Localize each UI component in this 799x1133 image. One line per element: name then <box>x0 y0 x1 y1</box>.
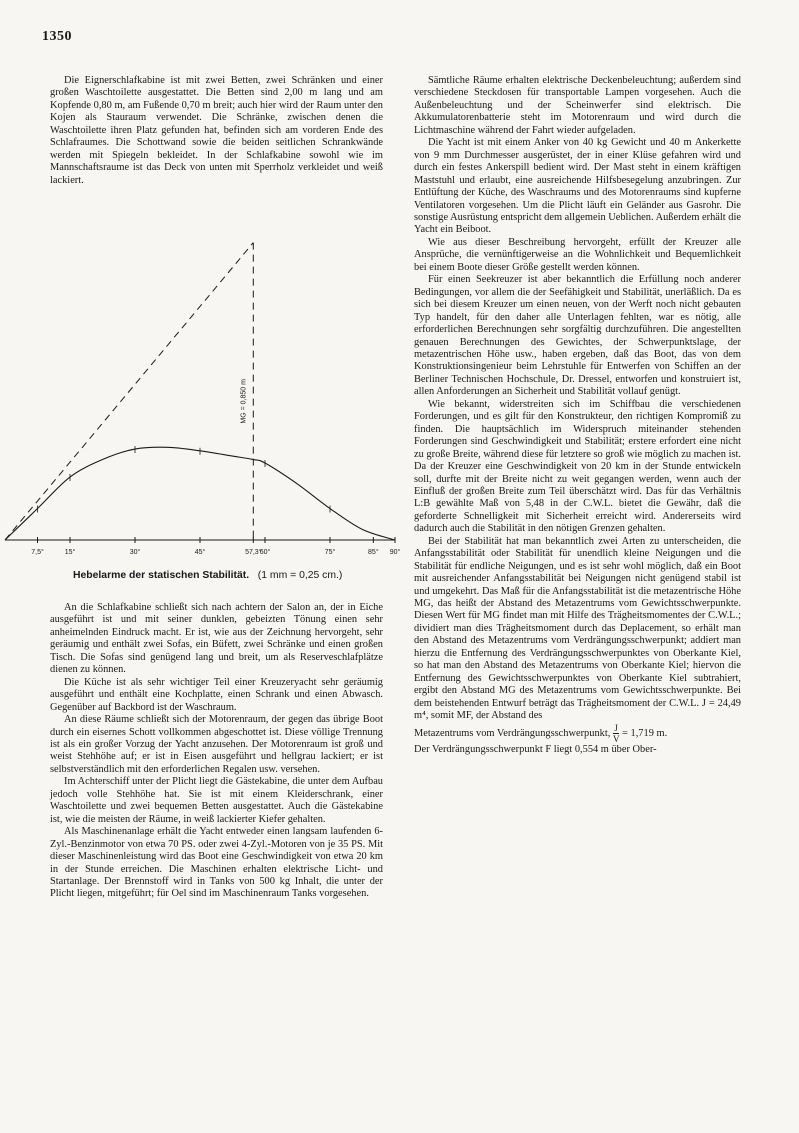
figure-caption <box>73 570 342 581</box>
x-tick-label: 15° <box>64 549 76 556</box>
paragraph: Wie aus dieser Beschreibung hervorgeht, erfüllt der Kreuzer alle Ansprüche, die vernünftigerweise an die Wohnlichkeit und Bequemlichkeit bei einem Boote dieser Größe gestellt werden können. <box>414 236 741 273</box>
paragraph: An diese Räume schließt sich der Motorenraum, der gegen das übrige Boot durch ein eisernes Schott vollkommen abgeschottet ist. Diese völlige Trennung ist als ein großer Vorzug der Yacht anzusehen. Der Motorenraum ist groß und weist Stehhöhe auf; er ist in Eisen ausgeführt und hellgrau lackiert; er ist selbstverständlich mit den erforderlichen Regalen usw. versehen. <box>50 714 383 775</box>
left-column-top <box>50 75 383 187</box>
x-tick-label: 7,5° <box>31 549 44 556</box>
paragraph: Die Yacht ist mit einem Anker von 40 kg Gewicht und 40 m Ankerkette von 9 mm Durchmesser ausgerüstet, der in einer Klüse gefahren wird und durch ein festes Ankerspill bedient wird. Der Mast steht in einem kräftigen Maststuhl und erlaubt, eine ausreichende Hilfsbesegelung anzubringen. Zur Entlüftung der Küche, des Waschraums und des Motorenraums sind kupferne Ventilatoren vorgesehen. Um die Plicht läuft ein Geländer aus Gasrohr. Die sonstige Ausrüstung entspricht dem allgemein Ueblichen. Außerdem erhält die Yacht ein Beiboot. <box>414 137 741 236</box>
paragraph: Die Eignerschlafkabine ist mit zwei Betten, zwei Schränken und einer großen Waschtoilette ausgestattet. Die Betten sind 2,00 m lang und am Kopfende 0,80 m, am Fußende 0,70 m breit; auch hier wird der Raum unter den Kojen als Stauraum verwendet. Die Schränke, zwischen denen die Waschtoilette ihren Platz gefunden hat, befinden sich am vorderen Ende des Schlafraumes. Die Schottwand sowie die beiden seitlichen Schrankwände werden mit Spiegeln bekleidet. In der Schlafkabine sowohl wie im Mannschaftsraume ist das Deck von unten mit Sperrholz verkleidet und weiß lackiert. <box>50 75 383 186</box>
right-column <box>414 75 741 756</box>
formula-value: = 1,719 m. <box>622 727 668 739</box>
x-tick-label: 57,3° <box>245 549 262 556</box>
formula-line <box>414 723 741 744</box>
x-tick-label: 30° <box>129 549 141 556</box>
formula-fraction <box>613 723 620 744</box>
stability-chart <box>0 225 400 565</box>
caption-scale: (1 mm = 0,25 cm.) <box>257 570 343 581</box>
paragraph: Sämtliche Räume erhalten elektrische Deckenbeleuchtung; außerdem sind verschiedene Steckdosen für transportable Lampen vorgesehen. Auch die Außenbeleuchtung und der Scheinwerfer sind elektrisch. Die Akkumulatorenbatterie steht im Motorenraum und wird durch die Lichtmaschine während der Fahrt wieder aufgeladen. <box>414 75 741 136</box>
formula-lead: Metazentrums vom Verdrängungsschwerpunkt, <box>414 727 611 739</box>
x-tick-label: 75° <box>324 549 336 556</box>
left-column-bottom <box>50 602 383 901</box>
metacentric-height-label: MG = 0,850 m <box>240 379 248 424</box>
tangent-line <box>5 243 253 540</box>
paragraph: Wie bekannt, widerstreiten sich im Schiffbau die verschiedenen Forderungen, und es gilt für den Konstrukteur, den richtigen Kompromiß zu finden. Die hauptsächlich im Widerspruch miteinander stehenden Forderungen sind Geschwindigkeit und Stabilität; erstere erfordert eine nicht zu große Breite, während diese für letztere so groß wie möglich zu machen ist. Da der Kreuzer eine Geschwindigkeit von 20 km in der Stunde entwickeln soll, durfte mit der Breite nicht zu weit gegangen werden, wenn auch der Einfluß der großen Breite zum Teil überschätzt wird. Das für das Verhältnis L:B gewählte Maß von 5,48 in der C.W.L. bietet die Gewähr, daß die geforderte Schnelligkeit mit Sicherheit erreicht wird. Andererseits wird dadurch auch die Stabilität in den nötigen Grenzen gehalten. <box>414 398 741 535</box>
page-number: 1350 <box>42 29 72 44</box>
paragraph: Im Achterschiff unter der Plicht liegt die Gästekabine, die unter dem Aufbau jedoch volle Stehhöhe hat. Sie ist mit einem Kleiderschrank, einer Waschtoilette und zwei bequemen Betten ausgestattet. Auch die Gästekabine ist, wie die meisten der Räume, in weiß lackierter Kiefer gehalten. <box>50 776 383 825</box>
formula-numerator: J <box>614 722 618 733</box>
last-line: Der Verdrängungsschwerpunkt F liegt 0,554 m über Ober- <box>414 743 657 755</box>
paragraph: Bei der Stabilität hat man bekanntlich zwei Arten zu unterscheiden, die Anfangsstabilität oder Stabilität für unendlich kleine Neigungen und die Stabilität für endliche Neigungen, und es ist sehr wohl möglich, daß ein Boot mit ausreichender Anfangsstabilität bei Neigungen nicht genügend stabil ist und umgekehrt. Das Maß für die Anfangsstabilität ist die metazentrische Höhe MG, das heißt der Abstand des Metazentrums vom Gewichtsschwerpunkte. Diesen Wert für MG findet man mit Hilfe des Trägheitsmomentes der C.W.L.; dividiert man dies Trägheitsmoment durch das Deplacement, so erhält man den Abstand des Metazentrums vom Verdrängungsschwerpunkt; addiert man hierzu die Entfernung des Verdrängungsschwerpunktes von Oberkante Kiel, so hat man den Abstand des Metazentrums von Oberkante Kiel; hiervon die Entfernung des Gewichtsschwerpunktes von Oberkante Kiel subtrahiert, ergibt den Abstand MG des Metazentrums vom Gewichtsschwerpunkte. Bei dem beistehenden Entwurf beträgt das Trägheitsmoment der C.W.L. J = 24,49 m⁴, somit MF, der Abstand des <box>414 535 741 722</box>
paragraph: Als Maschinenanlage erhält die Yacht entweder einen langsam laufenden 6-Zyl.-Benzinmotor von etwa 70 PS. oder zwei 4-Zyl.-Motoren von je 35 PS. Mit dieser Maschinenleistung wird das Boot eine Geschwindigkeit von etwa 20 km in der Stunde erreichen. Die Maschinen erhalten elektrische Licht- und Startanlage. Der Brennstoff wird in Tanks von 500 kg Inhalt, die unter der Plicht liegen, mitgeführt; für Oel sind im Maschinenraum Tanks vorgesehen. <box>50 826 383 900</box>
stability-curve <box>5 447 395 540</box>
paragraph: Die Küche ist als sehr wichtiger Teil einer Kreuzeryacht sehr geräumig ausgeführt und enthält eine Kochplatte, einen Schrank und einen Abwasch. Gegenüber auf Backbord ist der Waschraum. <box>50 676 383 713</box>
x-tick-label: 45° <box>194 549 206 556</box>
x-tick-label: 60° <box>259 549 271 556</box>
x-tick-label: 90° <box>389 549 400 556</box>
x-tick-label: 85° <box>368 549 379 556</box>
formula-denominator: V <box>612 733 620 744</box>
paragraph: Für einen Seekreuzer ist aber bekanntlich die Erfüllung noch anderer Bedingungen, vor allem die der Seefähigkeit und Stabilität, unerläßlich. Da es sich bei diesem Kreuzer um einen neuen, von der Werft noch nicht gebauten Typ handelt, für den daher alle Unterlagen fehlten, war es nötig, alle erforderlichen Berechnungen sehr sorgfältig durchzuführen. Die angestellten genauen Berechnungen des Gewichtes, der Schwerpunktslage, der metazentrischen Höhe usw., haben ergeben, daß das Boot, das von dem Konstruktionsingenieur beim Lehrstuhle für Entwerfen von Schiffen an der Berliner Technischen Hochschule, Dr. Dressel, entworfen und konstruiert ist, allen Anforderungen an Sicherheit und Stabilität vollauf genügt. <box>414 274 741 398</box>
caption-title: Hebelarme der statischen Stabilität. <box>73 570 250 581</box>
paragraph: An die Schlafkabine schließt sich nach achtern der Salon an, der in Eiche ausgeführt ist und mit seiner dunklen, gebeizten Tönung einen sehr anheimelnden Eindruck macht. Er ist, wie aus der Zeichnung hervorgeht, sehr geräumig und enthält zwei Sofas, ein Büfett, zwei Schränke und einen großen Tisch. Die Sofas sind genügend lang und breit, um als Reserveschlafplätze dienen zu können. <box>50 602 383 676</box>
